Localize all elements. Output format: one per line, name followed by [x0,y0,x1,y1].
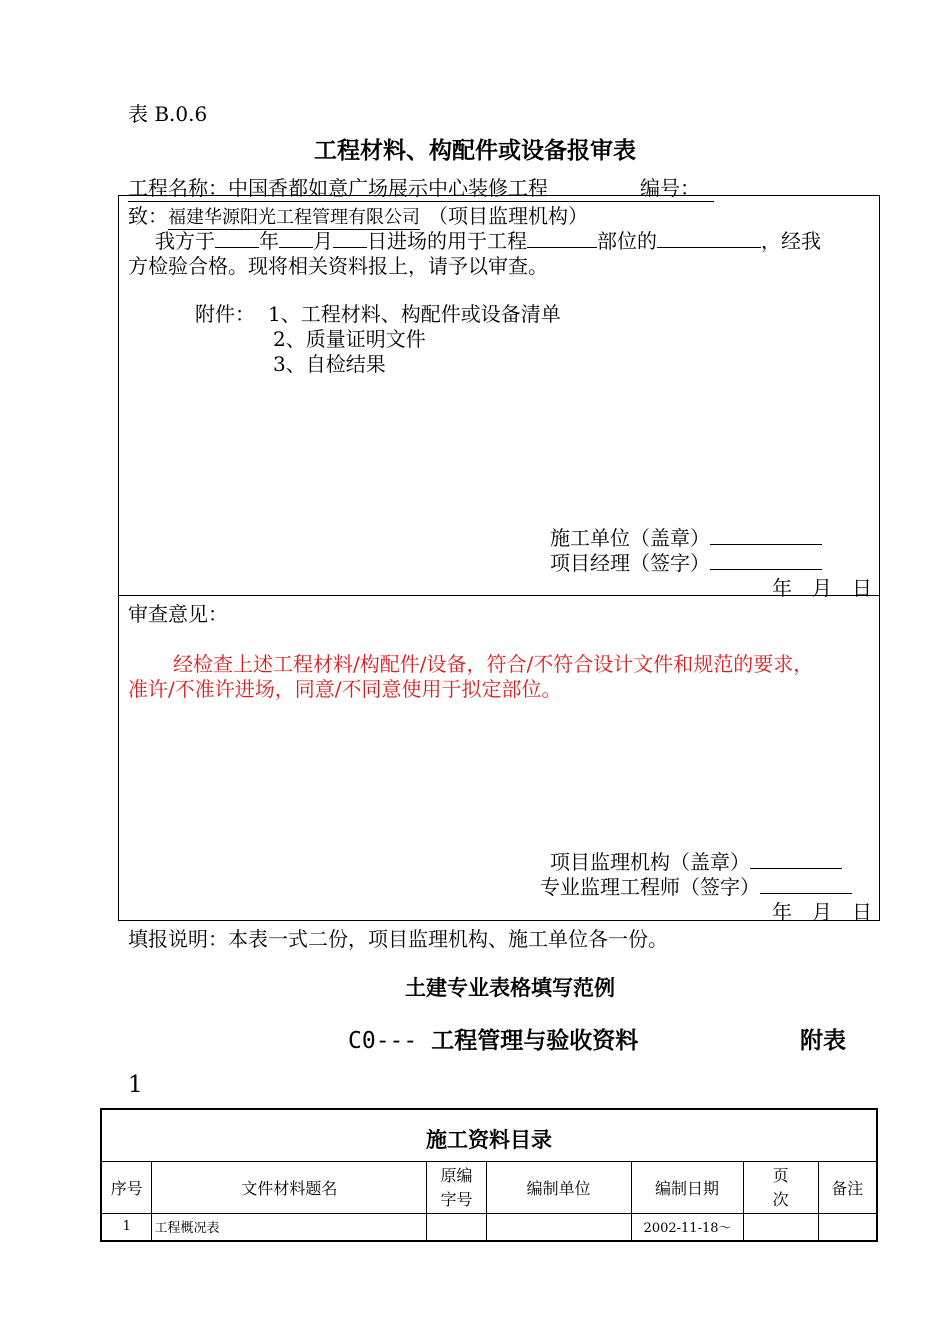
row-remark [818,1214,877,1241]
co-title: 工程管理与验收资料 [431,1027,639,1054]
header-orig-line1: 原编 [440,1165,473,1185]
body-end: ，经我 [761,229,821,253]
body-year: 年 [259,229,279,253]
header-pages-line2: 次 [772,1189,789,1209]
review-seal-blank[interactable] [750,850,842,869]
header-name: 文件材料题名 [152,1162,427,1214]
header-no: 序号 [101,1162,152,1214]
header-remark: 备注 [818,1162,877,1214]
month-blank[interactable] [279,229,313,248]
body-day: 日进场的用于工程 [367,229,527,253]
co-label: C0--- [348,1028,418,1054]
to-label: 致： [128,204,168,228]
contractor-sign-blank[interactable] [710,551,822,570]
row-date: 2002-11-18～ [631,1214,743,1241]
section-title: 土建专业表格填写范例 [405,975,615,1000]
contractor-manager-label: 项目经理（签字） [550,551,710,575]
row-unit [486,1214,631,1241]
review-engineer-label: 专业监理工程师（签字） [540,875,760,899]
project-blank[interactable] [527,229,597,248]
attachment-item-1: 1、工程材料、构配件或设备清单 [268,302,561,326]
year-blank[interactable] [215,229,259,248]
to-suffix: （项目监理机构） [428,204,588,228]
form-title: 工程材料、构配件或设备报审表 [314,137,636,164]
co-heading [348,1022,638,1055]
number-label: 编号： [640,176,700,200]
review-sign-blank[interactable] [760,875,852,894]
review-line-2: 准许/不准许进场，同意/不同意使用于拟定部位。 [128,677,562,701]
header-orig-line2: 字号 [440,1189,473,1209]
body-month: 月 [313,229,333,253]
attachment-item-3: 3、自检结果 [273,352,386,376]
part-blank[interactable] [657,229,761,248]
row-no: 1 [101,1214,152,1241]
review-label: 审查意见： [128,602,228,626]
form-number: 表 B.0.6 [128,102,208,126]
row-name: 工程概况表 [152,1214,427,1241]
appendix-label: 附表 [800,1027,846,1054]
body-text-a: 我方于 [155,229,215,253]
review-line-1: 经检查上述工程材料/构配件/设备，符合/不符合设计文件和规范的要求， [173,652,814,676]
table-row [101,1214,877,1241]
row-orig [427,1214,486,1241]
catalog-title: 施工资料目录 [426,1127,552,1152]
to-org: 福建华源阳光工程管理有限公司 [168,203,420,230]
contractor-unit-label: 施工单位（盖章） [550,526,710,550]
row-pages [743,1214,818,1241]
header-pages [743,1162,818,1214]
catalog-table [100,1161,878,1242]
project-value: 中国香都如意广场展示中心装修工程 [228,176,548,200]
contractor-date: 年 月 日 [772,576,872,600]
body-part: 部位的 [597,229,657,253]
attachments-label: 附件： [195,302,255,326]
body-line-2: 方检验合格。现将相关资料报上，请予以审查。 [128,254,548,278]
day-blank[interactable] [333,229,367,248]
section-divider [118,595,880,596]
appendix-number: 1 [128,1072,143,1098]
contractor-seal-blank[interactable] [710,526,822,545]
header-orig [427,1162,486,1214]
fill-note: 填报说明：本表一式二份，项目监理机构、施工单位各一份。 [128,927,668,951]
header-unit: 编制单位 [486,1162,631,1214]
header-pages-line1: 页 [772,1165,789,1185]
attachment-item-2: 2、质量证明文件 [273,327,426,351]
project-label: 工程名称： [128,176,228,200]
review-org-label: 项目监理机构（盖章） [550,850,750,874]
review-date: 年 月 日 [772,900,872,924]
catalog-header-row [101,1162,877,1214]
header-date: 编制日期 [631,1162,743,1214]
